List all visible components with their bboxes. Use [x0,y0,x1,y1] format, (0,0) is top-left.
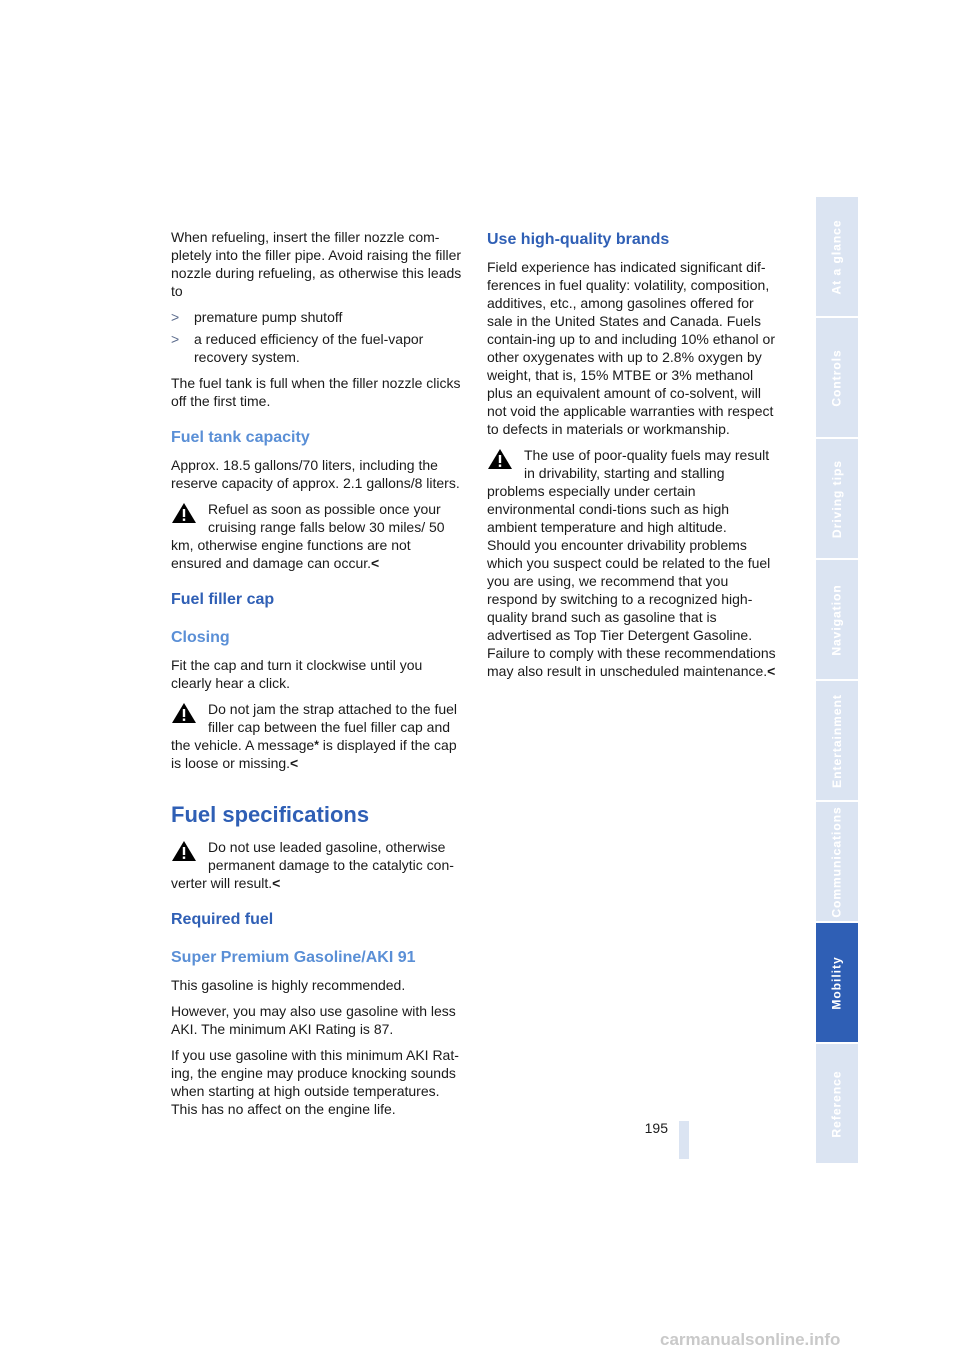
closing-heading: Closing [171,629,230,646]
refuel-intro: When refueling, insert the filler nozzle com-pletely into the filler pipe. Avoid raising the filler nozzle during refueling, as otherwise this leads to [171,229,462,299]
warning-icon [487,448,513,470]
brands-warning [487,446,779,680]
brands-warning-text-3-wrap [487,644,779,680]
brands-warning-text-2: Should you encounter drivability problems which you suspect could be related to the fuel you are using, we recommend that you respond by switching to a recognized high-quality brand such as gasoline that is advertised as Top Tier Detergent Gasoline. [487,537,771,643]
capacity-text: Approx. 18.5 gallons/70 liters, including the reserve capacity of approx. 2.1 gallons/8 liters. [171,457,460,491]
tab-label: Controls [830,348,844,407]
capacity-warning-text: Refuel as soon as possible once your cruising range falls below 30 miles/ 50 km, otherwise engine functions are not ensured and damage can occur. [171,501,445,571]
bullet-mark: > [171,309,180,325]
list-item-text: premature pump shutoff [194,309,343,325]
warning-icon [171,840,197,862]
tab-label: Mobility [830,955,845,1010]
tab-label: Navigation [830,583,844,656]
warning-icon [171,502,197,524]
page-number: 195 [644,1120,668,1136]
tab-reference[interactable] [816,1044,858,1163]
tab-driving-tips[interactable] [816,439,858,558]
page-marker-bar [679,1121,689,1159]
end-mark: < [290,755,299,771]
brands-text: Field experience has indicated significant dif-ferences in fuel quality: volatility, composition, additives, etc., among gasolines offered for sale in the United States and Canada. Fuels contain-ing up to and including 10% ethanol or other oxygenates with up to 2.8% oxygen by weight, that is, 15% MTBE or 3% methanol plus an equivalent amount of co-solvent, will not void the applicable warranties with respect to defects in materials or workmanship. [487,259,775,437]
tab-label: Communications [830,805,844,918]
premium-text-2: However, you may also use gasoline with less AKI. The minimum AKI Rating is 87. [171,1003,456,1037]
closing-warning-text: Do not jam the strap attached to the fuel filler cap between the fuel filler cap and the vehicle. A message [171,701,458,753]
tab-label: At a glance [830,218,844,295]
section-tabs [816,197,858,1165]
brands-heading: Use high-quality brands [487,231,670,248]
footnote-star: * [314,738,319,752]
left-column [171,228,463,1126]
specs-warning-text: Do not use leaded gasoline, otherwise permanent damage to the catalytic con-verter will result. [171,839,454,891]
warning-icon [171,702,197,724]
tab-communications[interactable] [816,802,858,921]
tab-mobility[interactable] [816,923,858,1042]
end-mark: < [371,555,380,571]
specs-heading: Fuel specifications [171,802,370,827]
premium-text-1: This gasoline is highly recommended. [171,977,406,993]
tab-navigation[interactable] [816,560,858,679]
list-item [171,308,463,326]
watermark: carmanualsonline.info [660,1330,841,1349]
right-column [487,228,779,688]
list-item-text: a reduced efficiency of the fuel-vapor recovery system. [194,331,424,365]
bullet-mark: > [171,331,180,347]
capacity-warning [171,500,463,572]
tab-at-a-glance[interactable] [816,197,858,316]
required-fuel-heading: Required fuel [171,911,274,928]
closing-warning [171,700,463,772]
tab-label: Driving tips [830,459,845,538]
tab-label: Entertainment [830,693,844,788]
tab-label: Reference [830,1069,844,1138]
end-mark: < [272,875,281,891]
closing-warning-text-end: is displayed if the cap is loose or missing. [171,737,457,771]
closing-text: Fit the cap and turn it clockwise until you clearly hear a click. [171,657,423,691]
capacity-heading: Fuel tank capacity [171,429,310,446]
tab-entertainment[interactable] [816,681,858,800]
full-tank-text: The fuel tank is full when the filler nozzle clicks off the first time. [171,375,461,409]
premium-heading: Super Premium Gasoline/AKI 91 [171,949,416,966]
brands-warning-text-3: Failure to comply with these recommendations may also result in unscheduled maintenance. [487,645,776,679]
end-mark: < [767,663,776,679]
tab-controls[interactable] [816,318,858,437]
specs-warning [171,838,463,892]
filler-cap-heading: Fuel filler cap [171,591,275,608]
list-item [171,330,463,366]
brands-warning-text-1: The use of poor-quality fuels may result in drivability, starting and stalling problems especially under certain environmental condi-tions such as high ambient temperature and high altitude. [487,447,770,535]
premium-text-3: If you use gasoline with this minimum AKI Rat-ing, the engine may produce knocking sounds when starting at high outside temperatures. This has no affect on the engine life. [171,1047,459,1117]
